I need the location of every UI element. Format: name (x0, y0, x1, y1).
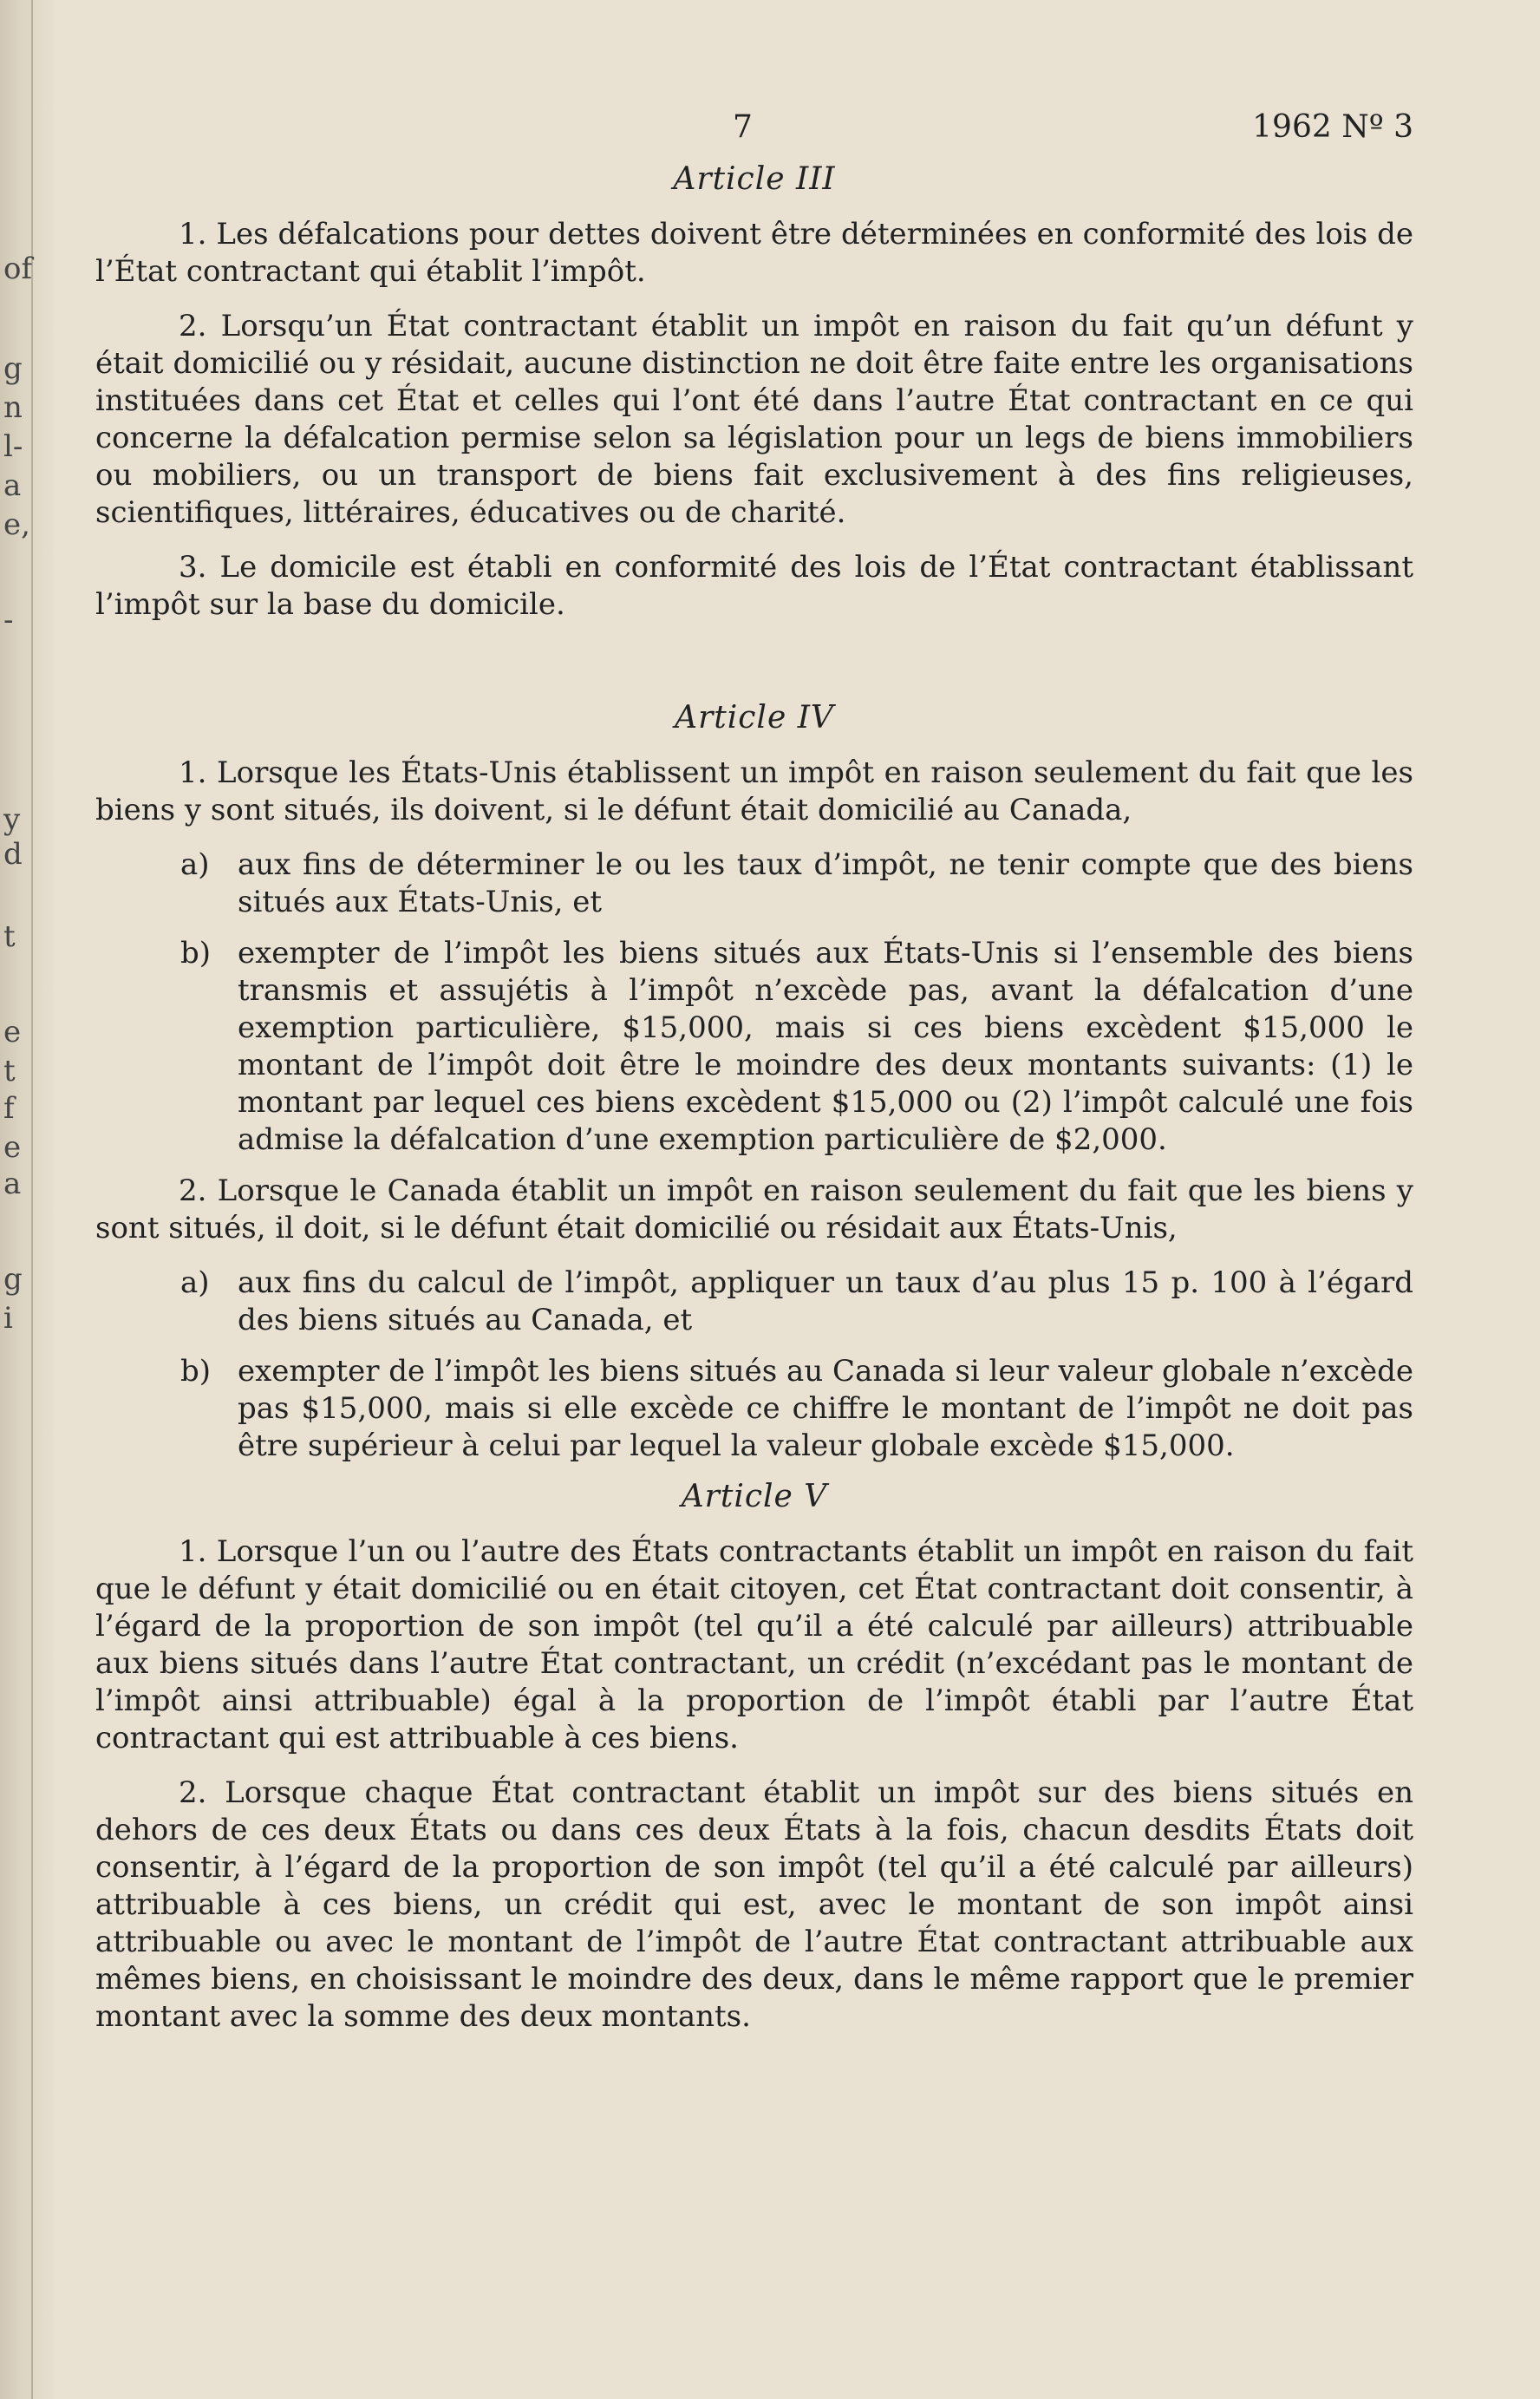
page-header (95, 95, 1413, 147)
list-item-text: exempter de l’impôt les biens situés aux États-Unis si l’ensemble des biens transmis et assujétis à l’impôt n’excède pas, avant la défalcation d’une exemption particulière, $15,000, mais si ces biens excèdent $15,000 le montant de l’impôt doit être le moindre des deux montants suivants: (1) le montant par lequel ces biens excèdent $15,000 ou (2) l’impôt calculé une fois admise la défalcation d’une exemption particulière de $2,000. (238, 936, 1413, 1157)
paragraph: 2. Lorsque le Canada établit un impôt en raison seulement du fait que les biens y sont situés, il doit, si le défunt était domicilié ou résidait aux États-Unis, (95, 1173, 1413, 1245)
margin-char: e, (3, 507, 30, 542)
list-item-label: b) (180, 1354, 212, 1389)
margin-char: g (3, 351, 23, 386)
article-title: Article III (673, 161, 836, 197)
paragraph: 2. Lorsqu’un État contractant établit un impôt en raison du fait qu’un défunt y était domicilié ou y résidait, aucune distinction ne doit être faite entre les organisations instituées dans cet État et celles qui l’ont été dans l’autre État contractant en ce qui concerne la défalcation permise selon sa législation pour un legs de biens immobiliers ou mobiliers, ou un transport de biens fait exclusivement à des fins religieuses, scientifiques, littéraires, éducatives ou de charité. (95, 309, 1413, 530)
paragraph: 1. Lorsque l’un ou l’autre des États contractants établit un impôt en raison du fait que le défunt y était domicilié ou en était citoyen, cet État contractant doit consentir, à l’égard de la proportion de son impôt (tel qu’il a été calculé par ailleurs) attribuable aux biens situés dans l’autre État contractant, un crédit (n’excédant pas le montant de l’impôt ainsi attribuable) égal à la proportion de l’impôt établi par l’autre État contractant qui est attribuable à ces biens. (95, 1534, 1413, 1755)
margin-char: of (3, 252, 33, 286)
page-body (95, 95, 1413, 2053)
list-item-text: aux fins de déterminer le ou les taux d’impôt, ne tenir compte que des biens situés aux États-Unis, et (238, 847, 1413, 919)
margin-char: d (3, 837, 23, 872)
list-item-text: exempter de l’impôt les biens situés au Canada si leur valeur globale n’excède pas $15,000, mais si elle excède ce chiffre le montant de l’impôt ne doit pas être supérieur à celui par lequel la valeur globale excède $15,000. (238, 1354, 1413, 1463)
document-reference: 1962 Nº 3 (1252, 109, 1413, 145)
article-title: Article IV (675, 700, 834, 735)
margin-char: f (3, 1091, 15, 1126)
article-4 (95, 700, 1413, 1465)
margin-char: a (3, 1167, 22, 1201)
list-item (180, 847, 1413, 921)
list-item-label: a) (180, 847, 210, 882)
margin-char: i (3, 1301, 13, 1336)
margin-char: a (3, 468, 22, 503)
margin-char: t (3, 919, 16, 954)
margin-char: e (3, 1015, 22, 1049)
paragraph: 1. Lorsque les États-Unis établissent un impôt en raison seulement du fait que les biens y sont situés, ils doivent, si le défunt était domicilié au Canada, (95, 755, 1413, 827)
binding-edge (31, 0, 33, 2399)
page-number: 7 (733, 109, 753, 145)
article-5 (95, 1479, 1413, 2036)
margin-char: - (3, 603, 14, 637)
article-title: Article V (681, 1479, 828, 1514)
margin-char: g (3, 1262, 23, 1297)
paragraph: 1. Les défalcations pour dettes doivent être déterminées en conformité des lois de l’État contractant qui établit l’impôt. (95, 217, 1413, 289)
margin-char: t (3, 1054, 16, 1088)
list-item (180, 935, 1413, 1159)
margin-char: l- (3, 429, 23, 464)
margin-char: y (3, 802, 21, 837)
list-item-label: a) (180, 1265, 210, 1300)
list-item-text: aux fins du calcul de l’impôt, appliquer un taux d’au plus 15 p. 100 à l’égard des biens situés au Canada, et (238, 1265, 1413, 1337)
margin-char: e (3, 1130, 22, 1165)
list-item (180, 1265, 1413, 1339)
list-item-label: b) (180, 936, 212, 971)
list-item (180, 1353, 1413, 1465)
margin-char: n (3, 390, 23, 425)
paragraph: 3. Le domicile est établi en conformité des lois de l’État contractant établissant l’impôt sur la base du domicile. (95, 550, 1413, 622)
paragraph: 2. Lorsque chaque État contractant établit un impôt sur des biens situés en dehors de ces deux États ou dans ces deux États à la fois, chacun desdits États doit consentir, à l’égard de la proportion de son impôt (tel qu’il a été calculé par ailleurs) attribuable à ces biens, un crédit qui est, avec le montant de son impôt ainsi attribuable ou avec le montant de l’impôt de l’autre État contractant attribuable aux mêmes biens, en choisissant le moindre des deux, dans le même rapport que le premier montant avec la somme des deux montants. (95, 1775, 1413, 2034)
article-3 (95, 161, 1413, 624)
